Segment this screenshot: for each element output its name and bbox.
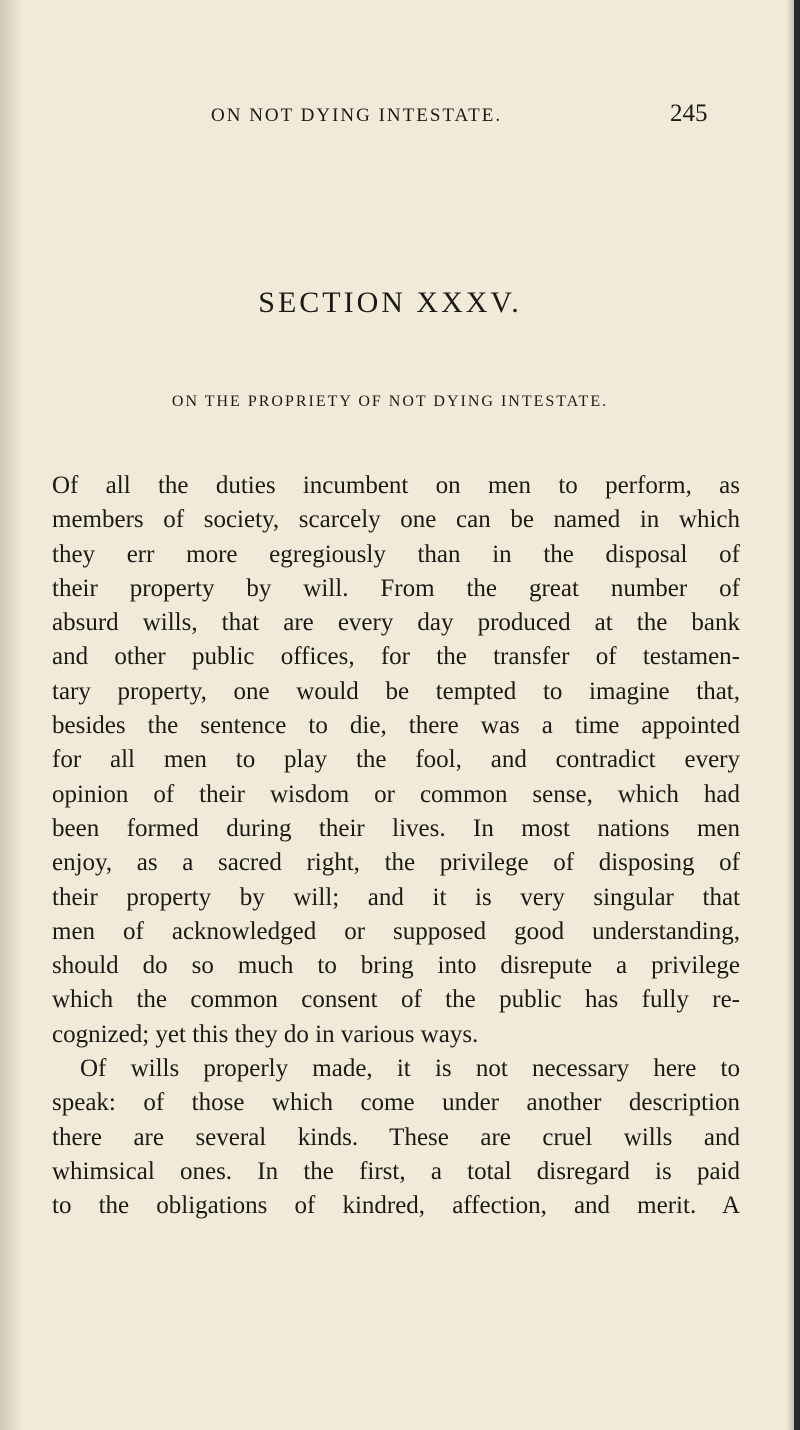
- text-line: enjoy, as a sacred right, the privilege of disposing of: [52, 849, 740, 877]
- text-line: Of all the duties incumbent on men to perform, as: [52, 472, 740, 499]
- text-line: men of acknowledged or supposed good understanding,: [52, 917, 740, 945]
- text-line: there are several kinds. These are cruel wills and: [52, 1123, 740, 1151]
- text-line: cognized; yet this they do in various ways.: [52, 1020, 479, 1048]
- text-line: speak: of those which come under another description: [52, 1089, 740, 1117]
- text-line: whimsical ones. In the first, a total disregard is paid: [52, 1157, 740, 1185]
- text-line: and other public offices, for the transfer of testamen-: [52, 643, 740, 671]
- text-line: should do so much to bring into disrepute a privilege: [52, 952, 740, 980]
- text-line: their property by will; and it is very singular that: [52, 883, 740, 911]
- running-head: ON NOT DYING INTESTATE.: [211, 105, 503, 126]
- text-line: been formed during their lives. In most nations men: [52, 814, 740, 842]
- section-subtitle: ON THE PROPRIETY OF NOT DYING INTESTATE.: [171, 393, 609, 410]
- text-line: members of society, scarcely one can be named in which: [52, 506, 740, 534]
- text-line: for all men to play the fool, and contradict every: [52, 746, 740, 774]
- text-line: opinion of their wisdom or common sense, which had: [52, 780, 740, 808]
- text-line: besides the sentence to die, there was a time appointed: [52, 712, 740, 740]
- page-edge-shadow: [794, 0, 800, 1430]
- text-line: absurd wills, that are every day produced at the bank: [52, 609, 740, 637]
- section-title: SECTION XXXV.: [258, 286, 522, 319]
- text-line: which the common consent of the public has fully re-: [52, 986, 740, 1014]
- body-text: [52, 469, 740, 1224]
- text-line: to the obligations of kindred, affection, and merit. A: [52, 1192, 740, 1220]
- page-number: 245: [670, 100, 708, 127]
- text-line: they err more egregiously than in the disposal of: [52, 540, 740, 568]
- text-line: Of wills properly made, it is not necessary here to: [80, 1055, 740, 1083]
- text-line: tary property, one would be tempted to imagine that,: [52, 677, 740, 705]
- text-line: their property by will. From the great number of: [52, 574, 740, 602]
